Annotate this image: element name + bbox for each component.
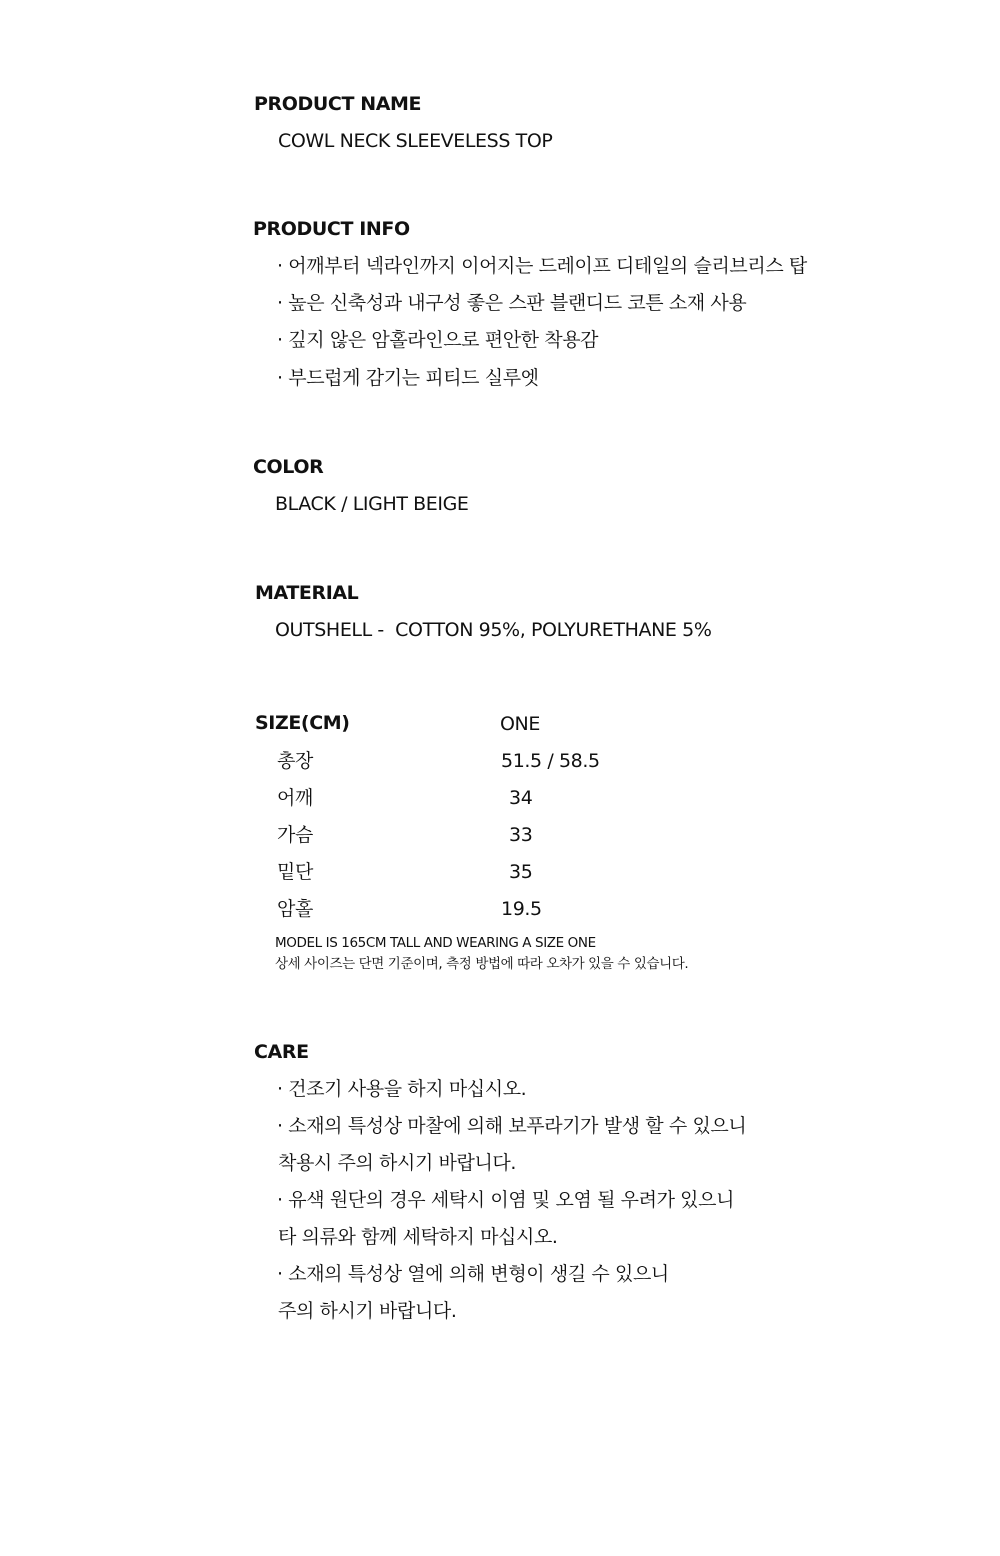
color-value: BLACK / LIGHT BEIGE	[275, 493, 469, 515]
color-heading: COLOR	[253, 456, 324, 478]
care-line: 착용시 주의 하시기 바랍니다.	[278, 1152, 517, 1174]
size-row-value: 35	[509, 861, 533, 883]
model-size-note: MODEL IS 165CM TALL AND WEARING A SIZE ONE	[275, 935, 596, 951]
product-info-item: · 깊지 않은 암홀라인으로 편안한 착용감	[277, 329, 599, 351]
care-line: · 소재의 특성상 열에 의해 변형이 생길 수 있으니	[277, 1263, 669, 1285]
size-row-value: 19.5	[501, 898, 542, 920]
size-column-header: ONE	[500, 713, 540, 735]
care-line: 주의 하시기 바랍니다.	[278, 1300, 457, 1322]
product-info-heading: PRODUCT INFO	[253, 218, 410, 240]
care-line: · 건조기 사용을 하지 마십시오.	[277, 1078, 527, 1100]
size-row-label: 총장	[277, 750, 313, 772]
size-row-label: 어깨	[277, 787, 313, 809]
size-heading: SIZE(CM)	[255, 712, 350, 734]
size-row-value: 51.5 / 58.5	[501, 750, 600, 772]
product-info-item: · 부드럽게 감기는 피티드 실루엣	[277, 367, 539, 389]
size-row-label: 가슴	[277, 824, 313, 846]
size-row-label: 암홀	[277, 898, 313, 920]
material-heading: MATERIAL	[255, 582, 359, 604]
care-line: · 유색 원단의 경우 세탁시 이염 및 오염 될 우려가 있으니	[277, 1189, 735, 1211]
measurement-note: 상세 사이즈는 단면 기준이며, 측정 방법에 따라 오차가 있을 수 있습니다.	[275, 956, 689, 972]
care-line: 타 의류와 함께 세탁하지 마십시오.	[278, 1226, 558, 1248]
product-info-item: · 높은 신축성과 내구성 좋은 스판 블랜디드 코튼 소재 사용	[277, 292, 747, 314]
size-row-label: 밑단	[277, 861, 313, 883]
size-row-value: 33	[509, 824, 533, 846]
product-info-item: · 어깨부터 넥라인까지 이어지는 드레이프 디테일의 슬리브리스 탑	[277, 255, 807, 277]
product-name-value: COWL NECK SLEEVELESS TOP	[278, 130, 553, 152]
care-heading: CARE	[254, 1041, 309, 1063]
size-row-value: 34	[509, 787, 533, 809]
care-line: · 소재의 특성상 마찰에 의해 보푸라기가 발생 할 수 있으니	[277, 1115, 747, 1137]
material-value: OUTSHELL - COTTON 95%, POLYURETHANE 5%	[275, 619, 712, 641]
product-name-heading: PRODUCT NAME	[254, 93, 422, 115]
